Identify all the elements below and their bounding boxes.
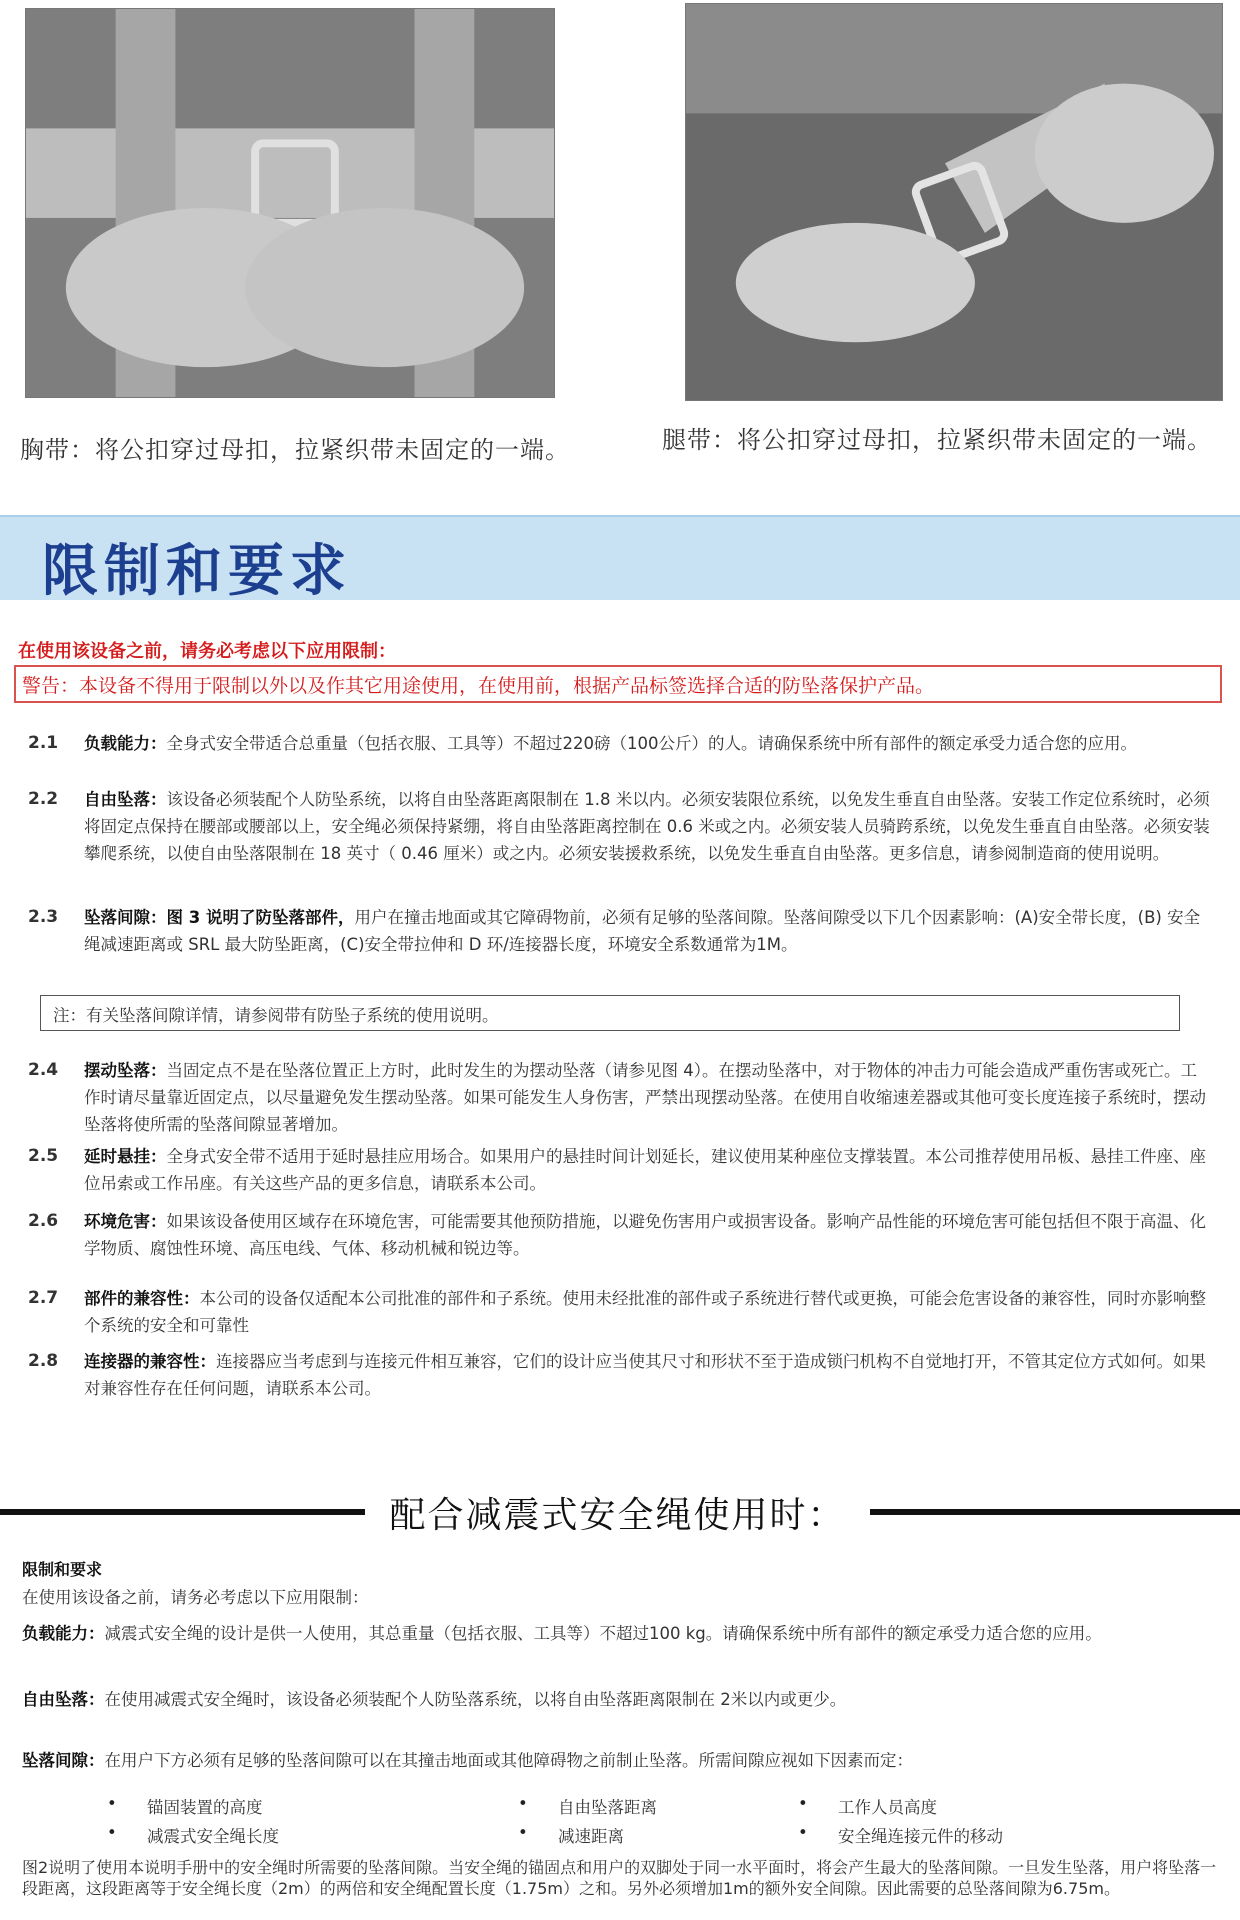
section-divider-left bbox=[0, 1509, 365, 1515]
item-2-4 bbox=[28, 1057, 1213, 1138]
banner-title: 限制和要求 bbox=[42, 538, 352, 604]
item-text: 全身式安全带不适用于延时悬挂应用场合。如果用户的悬挂时间计划延长，建议使用某种座位支撑装置。本公司推荐使用吊板、悬挂工件座、座位吊索或工作吊座。有关这些产品的更多信息，请联系本公司。 bbox=[84, 1147, 1206, 1193]
lanyard-sub-heading: 限制和要求 bbox=[22, 1560, 103, 1579]
lanyard-section-title: 配合减震式安全绳使用时： bbox=[389, 1495, 846, 1536]
item-number: 2.5 bbox=[28, 1146, 59, 1166]
item-2-8 bbox=[28, 1348, 1213, 1402]
application-limits-heading: 在使用该设备之前，请务必考虑以下应用限制： bbox=[18, 641, 396, 662]
section-divider-right bbox=[870, 1509, 1240, 1515]
lanyard-free-fall bbox=[22, 1688, 1222, 1712]
free-fall-label: 自由坠落： bbox=[22, 1690, 105, 1709]
item-text: 当固定点不是在坠落位置正上方时，此时发生的为摆动坠落（请参见图 4）。在摆动坠落中，对于物体的冲击力可能会造成严重伤害或死亡。工作时请尽量靠近固定点，以尽量避免发生摆动坠落。如果可能发生人身伤害，严禁出现摆动坠落。在使用自收缩速差器或其他可变长度连接子系统时，摆动坠落将使所需的坠落间隙显著增加。 bbox=[84, 1061, 1206, 1134]
item-text: 连接器应当考虑到与连接元件相互兼容，它们的设计应当使其尺寸和形状不至于造成锁闩机构不自觉地打开，不管其定位方式如何。如果对兼容性存在任何问题，请联系本公司。 bbox=[84, 1352, 1206, 1398]
item-label-figure: 图 3 说明了防坠落部件， bbox=[166, 908, 355, 927]
chest-strap-illustration bbox=[26, 9, 554, 397]
item-text: 如果该设备使用区域存在环境危害，可能需要其他预防措施，以避免伤害用户或损害设备。影响产品性能的环境危害可能包括但不限于高温、化学物质、腐蚀性环境、高压电线、气体、移动机械和锐边等。 bbox=[84, 1212, 1206, 1258]
lanyard-load-capacity bbox=[22, 1622, 1222, 1646]
section-banner bbox=[0, 515, 1240, 604]
item-number: 2.1 bbox=[28, 733, 59, 753]
item-number: 2.6 bbox=[28, 1211, 59, 1231]
item-number: 2.3 bbox=[28, 907, 59, 927]
item-number: 2.4 bbox=[28, 1060, 59, 1080]
item-text: 该设备必须装配个人防坠系统，以将自由坠落距离限制在 1.8 米以内。必须安装限位系统，以免发生垂直自由坠落。安装工作定位系统时，必须将固定点保持在腰部或腰部以上，安全绳必须保持紧绷，将自由坠落距离控制在 0.6 米或之内。必须安装人员骑跨系统，以免发生垂直自由坠落。必须安装攀爬系统，以使自由坠落限制在 18 英寸（ 0.46 厘米）或之内。必须安装援救系统，以免发生垂直自由坠落。更多信息，请参阅制造商的使用说明。 bbox=[84, 790, 1210, 863]
warning-box: 警告：本设备不得用于限制以外以及作其它用途使用，在使用前，根据产品标签选择合适的防坠落保护产品。 bbox=[14, 665, 1222, 703]
leg-strap-photo bbox=[685, 3, 1223, 401]
item-label: 负载能力： bbox=[84, 734, 167, 753]
lanyard-clearance-explanation: 图2说明了使用本说明手册中的安全绳时所需要的坠落间隙。当安全绳的锚固点和用户的双脚处于同一水平面时，将会产生最大的坠落间隙。一旦发生坠落，用户将坠落一段距离，这段距离等于安全绳长度（2m）的两倍和安全绳配置长度（1.75m）之和。另外必须增加1m的额外安全间隙。因此需要的总坠落间隙为6.75m。 bbox=[22, 1858, 1217, 1898]
item-label: 部件的兼容性： bbox=[84, 1289, 200, 1308]
item-text: 全身式安全带适合总重量（包括衣服、工具等）不超过220磅（100公斤）的人。请确保系统中所有部件的额定承受力适合您的应用。 bbox=[166, 734, 1137, 753]
item-number: 2.7 bbox=[28, 1288, 59, 1308]
lanyard-clearance bbox=[22, 1749, 1222, 1773]
lanyard-intro: 在使用该设备之前，请务必考虑以下应用限制： bbox=[22, 1588, 369, 1607]
bullet-free-fall-distance: • 自由坠落距离 bbox=[558, 1794, 657, 1818]
item-2-6 bbox=[28, 1208, 1213, 1262]
bullet-lanyard-length: • 减震式安全绳长度 bbox=[147, 1823, 279, 1847]
item-2-3 bbox=[28, 904, 1213, 958]
item-2-2 bbox=[28, 786, 1213, 867]
bullet-deceleration-distance: • 减速距离 bbox=[558, 1823, 624, 1847]
chest-strap-caption: 胸带：将公扣穿过母扣，拉紧织带未固定的一端。 bbox=[20, 436, 570, 464]
item-label: 连接器的兼容性： bbox=[84, 1352, 216, 1371]
item-label: 自由坠落： bbox=[84, 790, 167, 809]
item-label: 坠落间隙： bbox=[84, 908, 167, 927]
item-number: 2.8 bbox=[28, 1351, 59, 1371]
bullet-worker-height: • 工作人员高度 bbox=[838, 1794, 937, 1818]
note-box: 注：有关坠落间隙详情，请参阅带有防坠子系统的使用说明。 bbox=[40, 995, 1180, 1031]
leg-strap-illustration bbox=[686, 4, 1222, 400]
item-label: 摆动坠落： bbox=[84, 1061, 167, 1080]
clearance-text: 在用户下方必须有足够的坠落间隙可以在其撞击地面或其他障碍物之前制止坠落。所需间隙应视如下因素而定： bbox=[104, 1751, 913, 1770]
item-2-1 bbox=[28, 730, 1213, 757]
item-2-7 bbox=[28, 1285, 1213, 1339]
leg-strap-caption: 腿带：将公扣穿过母扣，拉紧织带未固定的一端。 bbox=[662, 426, 1212, 454]
load-label: 负载能力： bbox=[22, 1624, 105, 1643]
load-text: 减震式安全绳的设计是供一人使用，其总重量（包括衣服、工具等）不超过100 kg。请确保系统中所有部件的额定承受力适合您的应用。 bbox=[104, 1624, 1102, 1643]
item-label: 延时悬挂： bbox=[84, 1147, 167, 1166]
item-text: 本公司的设备仅适配本公司批准的部件和子系统。使用未经批准的部件或子系统进行替代或更换，可能会危害设备的兼容性，同时亦影响整个系统的安全和可靠性 bbox=[84, 1289, 1206, 1335]
clearance-label: 坠落间隙： bbox=[22, 1751, 105, 1770]
free-fall-text: 在使用减震式安全绳时，该设备必须装配个人防坠落系统，以将自由坠落距离限制在 2米以内或更少。 bbox=[104, 1690, 847, 1709]
item-text: 用户在撞击地面或其它障碍物前，必须有足够的坠落间隙。坠落间隙受以下几个因素影响：(A)安全带长度，(B) 安全绳减速距离或 SRL 最大防坠距离，(C)安全带拉伸和 D 环/连接器长度，环境安全系数通常为1M。 bbox=[84, 908, 1201, 954]
item-number: 2.2 bbox=[28, 789, 59, 809]
bullet-anchor-height: • 锚固装置的高度 bbox=[147, 1794, 263, 1818]
chest-strap-photo bbox=[25, 8, 555, 398]
item-label: 环境危害： bbox=[84, 1212, 167, 1231]
bullet-connector-movement: • 安全绳连接元件的移动 bbox=[838, 1823, 1003, 1847]
item-2-5 bbox=[28, 1143, 1213, 1197]
